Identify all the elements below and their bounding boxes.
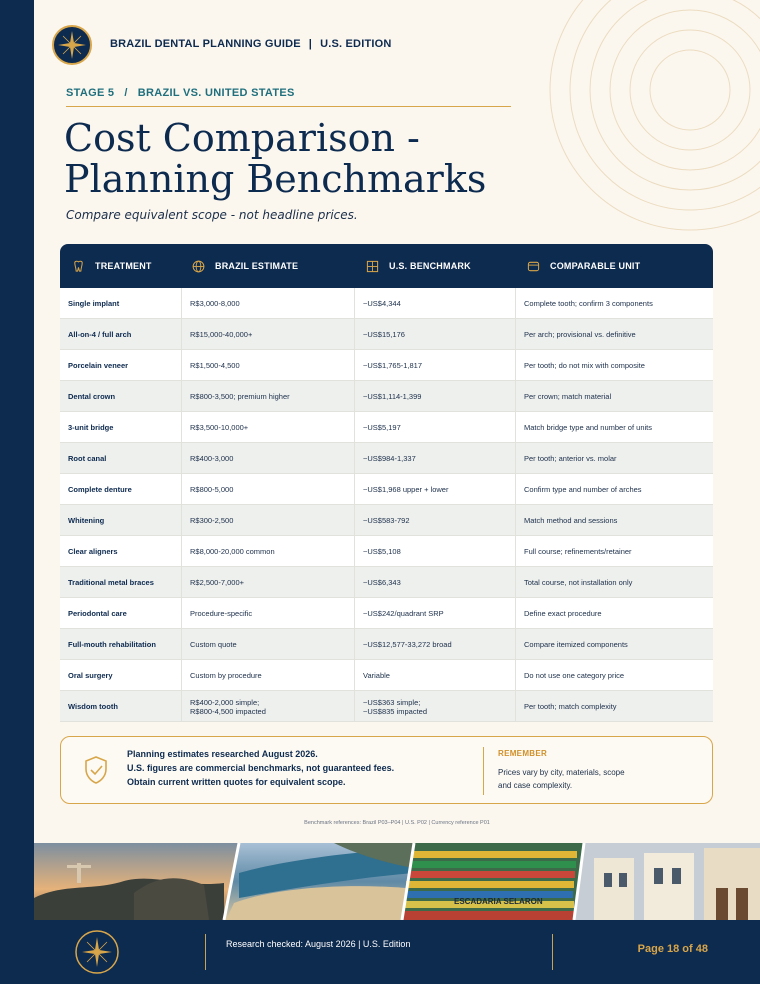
comparable-unit-cell-text: Compare itemized components	[524, 640, 628, 649]
note-line-1: Planning estimates researched August 2026.	[127, 749, 318, 759]
treatment-cell-text: All-on-4 / full arch	[68, 330, 132, 339]
treatment-cell	[60, 443, 181, 474]
stage-divider	[66, 106, 511, 107]
shield-check-icon	[83, 755, 109, 785]
us-benchmark-cell-text: Variable	[363, 671, 390, 680]
brazil-estimate-cell-text: R$15,000-40,000+	[190, 330, 253, 339]
brazil-estimate-cell	[181, 505, 354, 536]
comparable-unit-cell-text: Per arch; provisional vs. definitive	[524, 330, 636, 339]
brazil-estimate-cell	[181, 350, 354, 381]
table-row	[60, 319, 713, 350]
column-header-treatment	[72, 244, 152, 288]
photo-selaron-steps	[402, 843, 584, 920]
treatment-cell	[60, 288, 181, 319]
treatment-cell	[60, 567, 181, 598]
photo-copacabana-beach	[224, 843, 414, 920]
table-row	[60, 443, 713, 474]
brazil-estimate-cell	[181, 629, 354, 660]
header-separator: |	[308, 38, 313, 50]
us-benchmark-cell	[354, 412, 515, 443]
treatment-cell-text: Whitening	[68, 516, 105, 525]
column-header-label: U.S. BENCHMARK	[389, 261, 471, 271]
footer-divider	[205, 934, 206, 970]
treatment-cell-text: Root canal	[68, 454, 107, 463]
note-line-2: U.S. figures are commercial benchmarks, not guaranteed fees.	[127, 763, 395, 773]
photo-colonial-street	[574, 843, 760, 920]
treatment-cell-text: Single implant	[68, 299, 120, 308]
comparable-unit-cell	[515, 691, 713, 722]
treatment-cell	[60, 381, 181, 412]
treatment-cell-text: Periodontal care	[68, 609, 127, 618]
treatment-cell-text: Traditional metal braces	[68, 578, 154, 587]
table-row	[60, 629, 713, 660]
table-row	[60, 288, 713, 319]
treatment-cell-text: Wisdom tooth	[68, 702, 118, 711]
brazil-estimate-cell	[181, 474, 354, 505]
treatment-cell	[60, 319, 181, 350]
column-header-label: COMPARABLE UNIT	[550, 261, 641, 271]
selaron-sign-text: ESCADARIA SELARON	[454, 897, 543, 906]
comparable-unit-cell	[515, 319, 713, 350]
comparable-unit-cell-text: Per tooth; match complexity	[524, 702, 617, 711]
comparable-unit-cell-text: Per tooth; anterior vs. molar	[524, 454, 617, 463]
treatment-cell-text: 3-unit bridge	[68, 423, 114, 432]
us-benchmark-cell-text: ~US$4,344	[363, 299, 401, 308]
us-benchmark-cell-text: ~US$583-792	[363, 516, 410, 525]
treatment-cell-text: Clear aligners	[68, 547, 118, 556]
brazil-estimate-cell-text: Procedure-specific	[190, 609, 253, 618]
treatment-cell	[60, 629, 181, 660]
table-row	[60, 505, 713, 536]
us-benchmark-cell	[354, 567, 515, 598]
benchmark-references: Benchmark references: Brazil P03–P04 | U.S. P02 | Currency reference P01	[304, 820, 490, 826]
comparable-unit-cell	[515, 598, 713, 629]
treatment-cell-text: Porcelain veneer	[68, 361, 129, 370]
us-benchmark-cell-text: ~US$242/quadrant SRP	[363, 609, 444, 618]
comparable-unit-cell-text: Match bridge type and number of units	[524, 423, 652, 432]
footer-divider	[552, 934, 553, 970]
treatment-cell-text: Complete denture	[68, 485, 132, 494]
grid-icon	[366, 260, 379, 273]
brazil-photo-strip	[34, 843, 760, 920]
brazil-estimate-cell-text: R$1,500-4,500	[190, 361, 240, 370]
brazil-estimate-cell	[181, 536, 354, 567]
research-note-box	[60, 736, 713, 804]
note-divider	[483, 747, 484, 795]
column-header-label: TREATMENT	[95, 261, 152, 271]
table-row	[60, 350, 713, 381]
table-row	[60, 691, 713, 722]
page-footer	[0, 920, 760, 984]
column-header-us	[366, 244, 471, 288]
photo-christ-redeemer	[34, 843, 239, 920]
brazil-estimate-cell-text: R$3,500-10,000+	[190, 423, 249, 432]
table-row	[60, 536, 713, 567]
decorative-circles	[540, 0, 760, 240]
us-benchmark-cell	[354, 691, 515, 722]
comparable-unit-cell	[515, 567, 713, 598]
comparable-unit-cell	[515, 350, 713, 381]
brazil-estimate-cell-text: R$3,000-8,000	[190, 299, 240, 308]
us-benchmark-cell-text: ~US$363 simple; ~US$835 impacted	[363, 697, 427, 716]
stage-breadcrumb	[66, 87, 295, 99]
note-line-3: Obtain current written quotes for equivalent scope.	[127, 777, 346, 787]
comparable-unit-cell-text: Total course, not installation only	[524, 578, 633, 587]
table-row	[60, 474, 713, 505]
treatment-cell	[60, 660, 181, 691]
treatment-cell	[60, 691, 181, 722]
card-icon	[527, 260, 540, 273]
us-benchmark-cell	[354, 381, 515, 412]
page-title: Cost Comparison - Planning Benchmarks	[64, 116, 487, 201]
us-benchmark-cell-text: ~US$1,968 upper + lower	[363, 485, 449, 494]
brazil-estimate-cell	[181, 598, 354, 629]
comparable-unit-cell	[515, 288, 713, 319]
us-benchmark-cell-text: ~US$984-1,337	[363, 454, 416, 463]
header-title	[110, 38, 392, 50]
comparable-unit-cell-text: Complete tooth; confirm 3 components	[524, 299, 653, 308]
brazil-estimate-cell	[181, 381, 354, 412]
guide-title: BRAZIL DENTAL PLANNING GUIDE	[110, 38, 301, 50]
cost-table-body	[60, 288, 713, 722]
page-number: Page 18 of 48	[637, 943, 708, 955]
comparable-unit-cell	[515, 381, 713, 412]
table-row	[60, 660, 713, 691]
footer-research-text: Research checked: August 2026 | U.S. Edition	[226, 939, 411, 949]
note-text	[127, 747, 394, 789]
remember-text: Prices vary by city, materials, scope and case complexity.	[498, 768, 625, 790]
brazil-estimate-cell	[181, 443, 354, 474]
treatment-cell-text: Oral surgery	[68, 671, 113, 680]
comparable-unit-cell	[515, 474, 713, 505]
table-row	[60, 567, 713, 598]
treatment-cell	[60, 412, 181, 443]
tooth-icon	[72, 260, 85, 273]
comparable-unit-cell-text: Do not use one category price	[524, 671, 625, 680]
us-benchmark-cell	[354, 629, 515, 660]
treatment-cell	[60, 536, 181, 567]
page-subtitle: Compare equivalent scope - not headline prices.	[66, 208, 358, 222]
brazil-estimate-cell-text: Custom quote	[190, 640, 237, 649]
table-row	[60, 412, 713, 443]
us-benchmark-cell	[354, 505, 515, 536]
table-row	[60, 381, 713, 412]
brazil-estimate-cell-text: R$800-5,000	[190, 485, 234, 494]
us-benchmark-cell	[354, 443, 515, 474]
brazil-estimate-cell-text: R$400-2,000 simple; R$800-4,500 impacted	[190, 697, 266, 716]
comparable-unit-cell	[515, 629, 713, 660]
brazil-estimate-cell-text: R$300-2,500	[190, 516, 234, 525]
stage-topic: BRAZIL VS. UNITED STATES	[137, 87, 295, 99]
us-benchmark-cell-text: ~US$15,176	[363, 330, 405, 339]
comparable-unit-cell-text: Define exact procedure	[524, 609, 602, 618]
us-benchmark-cell-text: ~US$5,197	[363, 423, 401, 432]
us-benchmark-cell	[354, 288, 515, 319]
stage-slash: /	[124, 87, 128, 99]
treatment-cell	[60, 598, 181, 629]
brazil-estimate-cell	[181, 412, 354, 443]
brazil-estimate-cell-text: R$800-3,500; premium higher	[190, 392, 290, 401]
us-benchmark-cell-text: ~US$5,108	[363, 547, 401, 556]
comparable-unit-cell-text: Confirm type and number of arches	[524, 485, 642, 494]
brazil-estimate-cell-text: R$8,000-20,000 common	[190, 547, 275, 556]
us-benchmark-cell-text: ~US$1,765-1,817	[363, 361, 423, 370]
us-benchmark-cell	[354, 660, 515, 691]
brand-logo-icon	[74, 929, 120, 975]
remember-title: REMEMBER	[498, 749, 548, 758]
us-benchmark-cell-text: ~US$1,114-1,399	[363, 392, 422, 401]
comparable-unit-cell	[515, 443, 713, 474]
us-benchmark-cell	[354, 598, 515, 629]
brazil-estimate-cell-text: R$400-3,000	[190, 454, 234, 463]
left-accent-bar	[0, 0, 34, 984]
stage-label: STAGE 5	[66, 87, 115, 99]
globe-icon	[192, 260, 205, 273]
comparable-unit-cell	[515, 412, 713, 443]
treatment-cell	[60, 474, 181, 505]
comparable-unit-cell-text: Per tooth; do not mix with composite	[524, 361, 645, 370]
brazil-estimate-cell	[181, 319, 354, 350]
comparable-unit-cell-text: Full course; refinements/retainer	[524, 547, 632, 556]
brazil-estimate-cell-text: R$2,500-7,000+	[190, 578, 245, 587]
comparable-unit-cell-text: Per crown; match material	[524, 392, 612, 401]
column-header-label: BRAZIL ESTIMATE	[215, 261, 299, 271]
us-benchmark-cell-text: ~US$12,577-33,272 broad	[363, 640, 452, 649]
table-header	[60, 244, 713, 288]
treatment-cell-text: Full-mouth rehabilitation	[68, 640, 156, 649]
comparable-unit-cell-text: Match method and sessions	[524, 516, 618, 525]
column-header-unit	[527, 244, 640, 288]
brazil-estimate-cell	[181, 660, 354, 691]
brazil-estimate-cell	[181, 288, 354, 319]
treatment-cell	[60, 350, 181, 381]
brazil-estimate-cell-text: Custom by procedure	[190, 671, 262, 680]
comparable-unit-cell	[515, 536, 713, 567]
column-header-brazil	[192, 244, 298, 288]
us-benchmark-cell	[354, 474, 515, 505]
brazil-estimate-cell	[181, 567, 354, 598]
treatment-cell-text: Dental crown	[68, 392, 116, 401]
comparable-unit-cell	[515, 505, 713, 536]
us-benchmark-cell	[354, 319, 515, 350]
comparable-unit-cell	[515, 660, 713, 691]
us-benchmark-cell	[354, 536, 515, 567]
table-row	[60, 598, 713, 629]
treatment-cell	[60, 505, 181, 536]
us-benchmark-cell	[354, 350, 515, 381]
brazil-estimate-cell	[181, 691, 354, 722]
brand-logo-icon	[52, 25, 92, 65]
us-benchmark-cell-text: ~US$6,343	[363, 578, 401, 587]
edition-label: U.S. EDITION	[320, 38, 392, 50]
